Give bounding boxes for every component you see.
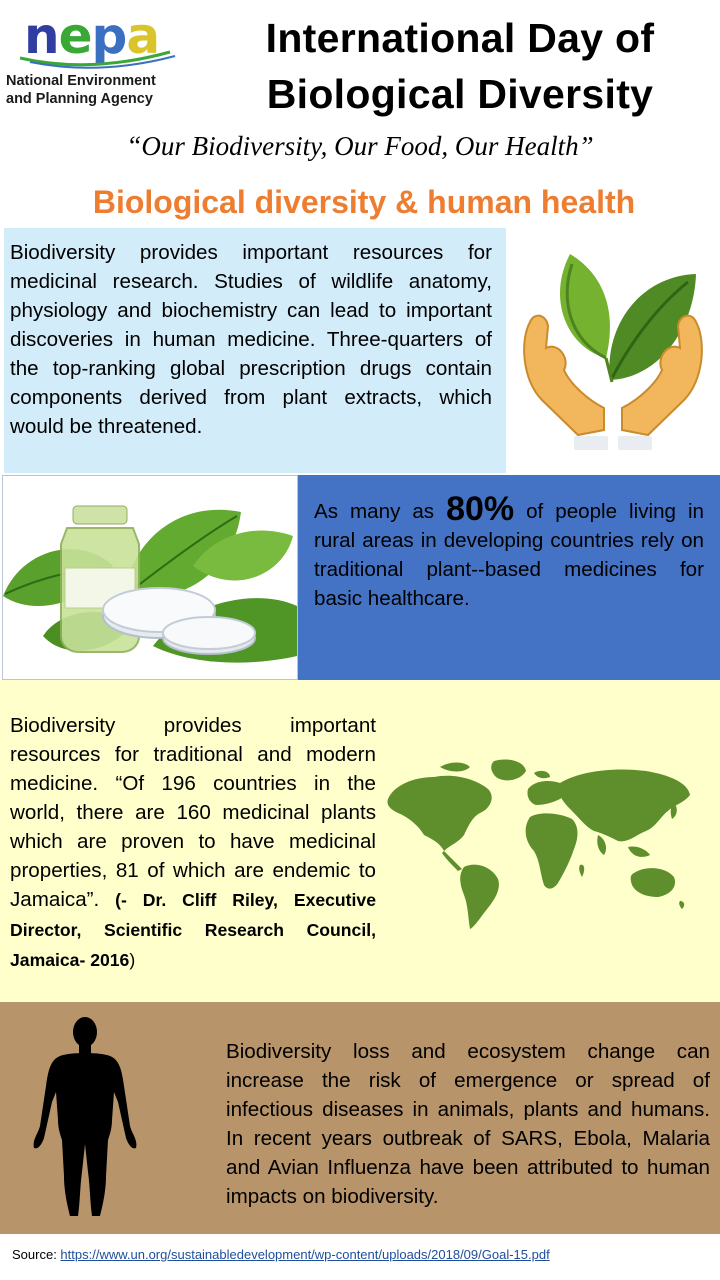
logo-caption-line1: National Environment [6, 73, 156, 89]
logo-letter-e: e [58, 7, 92, 65]
page-title [200, 10, 720, 122]
source-label: Source: [12, 1247, 61, 1262]
section4-text: Biodiversity loss and ecosystem change can increase the risk of emergence or spread of infectious diseases in animals, plants and humans. In recent years outbreak of SARS, Ebola, Malaria and Avian Influenza have been attributed to human impacts on biodiversity. [226, 1040, 710, 1208]
medicine-image [2, 475, 298, 680]
nepa-logo [6, 4, 196, 114]
section2-text-after: of people living in rural areas in developing countries rely on traditional plant--based medicines for basic healthcare. [314, 500, 704, 610]
source-citation [12, 1246, 550, 1264]
section2-text-before: As many as [314, 500, 447, 523]
title-line2: Biological Diversity [266, 71, 654, 117]
title-line1: International Day of [265, 15, 655, 61]
source-link[interactable]: https://www.un.org/sustainabledevelopment/wp-content/uploads/2018/09/Goal-15.pdf [60, 1247, 550, 1262]
logo-letter-p: p [91, 7, 127, 65]
logo-letter-n: n [24, 7, 59, 65]
section2-text [314, 490, 704, 613]
logo-swoosh-icon [10, 48, 180, 72]
medicine-bottle-pills-icon [3, 476, 297, 679]
human-silhouette-icon [30, 1016, 140, 1221]
section3-text [10, 711, 376, 975]
section3-citation-close: ) [129, 950, 136, 970]
section-heading: Biological diversity & human health [92, 184, 636, 220]
logo-caption-line2: and Planning Agency [6, 91, 153, 107]
world-map-icon [384, 755, 694, 930]
statistic-80-percent: 80% [446, 490, 515, 528]
logo-letter-a: a [126, 7, 160, 65]
hands-holding-leaf-icon [508, 230, 718, 470]
section1-text: Biodiversity provides important resources for medicinal research. Studies of wildlife anatomy, physiology and biochemistry can lead to important discoveries in human medicine. Three-quarters of the top-ranking global prescription drugs contain components derived from plant extracts, which would be threatened. [10, 241, 492, 438]
section3-citation-bold: (- Dr. Cliff Riley, Executive Director, Scientific Research Council, Jamaica- 2016 [10, 890, 376, 970]
theme-tagline: “Our Biodiversity, Our Food, Our Health” [126, 131, 594, 161]
section3-main-text: Biodiversity provides important resources for traditional and modern medicine. “Of 196 countries in the world, there are 160 medicinal plants which are proven to have medicinal properties, 81 of which are endemic to Jamaica”. [10, 714, 376, 911]
logo-caption [6, 72, 196, 108]
